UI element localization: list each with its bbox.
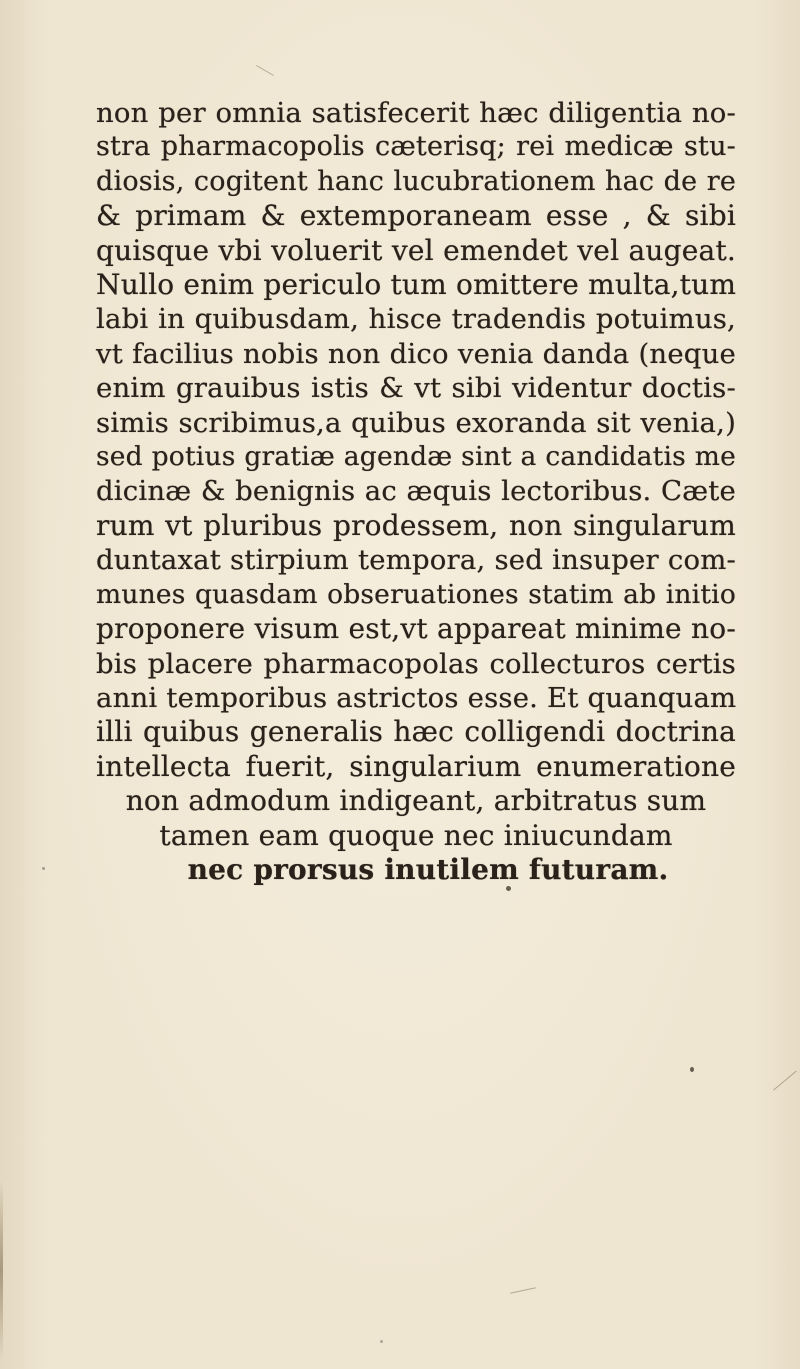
- ink-spot: [690, 1067, 694, 1072]
- text-line: intellecta fuerit, singularium enumeratione: [96, 749, 736, 783]
- text-line: munes quasdam obseruationes statim ab initio: [96, 578, 736, 610]
- text-line: quisque vbi voluerit vel emendet vel augeat.: [96, 233, 736, 267]
- text-line: duntaxat stirpium tempora, sed insuper com-: [96, 544, 736, 577]
- text-line: dicinæ & benignis ac æquis lectoribus. Cæte: [96, 475, 736, 508]
- text-line-final: nec prorsus inutilem futuram.: [187, 852, 669, 886]
- latin-text-block: [96, 96, 736, 887]
- text-line: sed potius gratiæ agendæ sint a candidatis me: [96, 441, 736, 473]
- text-line: anni temporibus astrictos esse. Et quanquam: [96, 681, 737, 714]
- text-line: vt facilius nobis non dico venia danda (neque: [96, 337, 736, 370]
- paper-mark: [510, 1287, 536, 1293]
- text-line: non admodum indigeant, arbitratus sum: [125, 784, 707, 818]
- page-edge-shadow: [0, 1180, 3, 1360]
- text-line: & primam & extemporaneam esse , & sibi: [96, 199, 736, 233]
- paper-mark: [773, 1070, 797, 1090]
- text-line: tamen eam quoque nec iniucundam: [159, 818, 673, 852]
- ink-spot: [380, 1340, 383, 1343]
- text-line: diosis, cogitent hanc lucubrationem hac de re: [96, 165, 736, 197]
- ink-spot: [506, 886, 511, 891]
- text-line: Nullo enim periculo tum omittere multa,tum: [96, 268, 737, 302]
- text-line: enim grauibus istis & vt sibi videntur doctis-: [96, 372, 736, 405]
- paper-mark: [256, 65, 274, 76]
- text-line: rum vt pluribus prodessem, non singularum: [96, 508, 736, 542]
- text-line: simis scribimus,a quibus exoranda sit venia,): [96, 406, 736, 439]
- ink-spot: [42, 867, 45, 870]
- text-line: labi in quibusdam, hisce tradendis potuimus,: [96, 303, 736, 336]
- text-line: non per omnia satisfecerit hæc diligentia no-: [96, 97, 736, 129]
- text-line: illi quibus generalis hæc colligendi doctrina: [96, 715, 736, 749]
- text-line: stra pharmacopolis cæterisq; rei medicæ stu-: [96, 131, 736, 163]
- text-line: bis placere pharmacopolas collecturos certis: [96, 647, 736, 680]
- text-line: proponere visum est,vt appareat minime no-: [96, 612, 736, 646]
